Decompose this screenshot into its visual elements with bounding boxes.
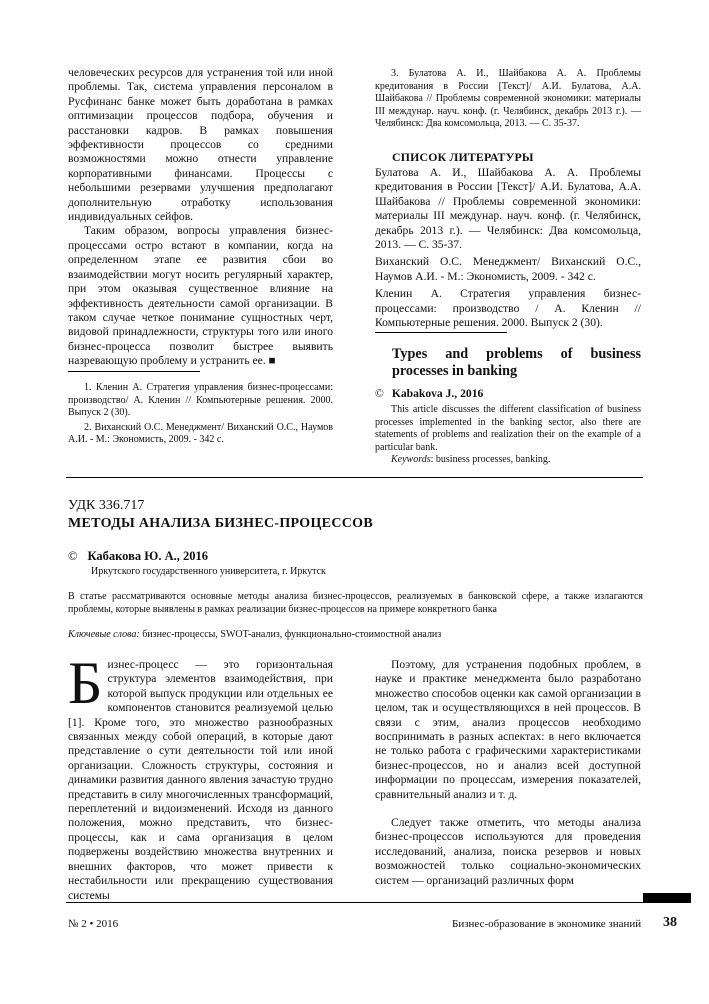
footer-bar-block [643,893,691,903]
footnote-continued [375,68,641,131]
article-divider [66,477,643,478]
body-left-column [68,650,333,903]
footnote-rule [68,371,200,372]
keywords-label: Ключевые слова: [68,629,140,640]
article-author [68,549,208,564]
article-title: МЕТОДЫ АНАЛИЗА БИЗНЕС-ПРОЦЕССОВ [68,516,373,531]
author-name: Кабакова Ю. А., 2016 [87,549,208,563]
english-title: Types and problems of business processes in banking [392,346,641,379]
left-column-top [68,66,333,369]
body-right-column [375,658,641,888]
body-paragraph: Следует также отметить, что методы анализа бизнес-процессов используются для проведения исследований, анализа, поиска резервов и новых возможностей только социально-экономических систем — организаций различных форм [375,816,641,887]
footnote: 3. Булатова А. И., Шайбакова А. А. Проблемы кредитования в России [Текст]/ А.И. Булатова, А.А. Шайбакова // Проблемы современной экономики: материалы III междунар. науч. конф. (г. Челябинск, декабрь 2013 г.). — Челябинск: Два комсомольца, 2013. — С. 35-37. [375,68,641,130]
body-paragraph: человеческих ресурсов для устранения той или иной проблемы. Так, система управления персоналом в Русфинанс банке может быть доработана в рамках оптимизации процессов подбора, обучения и расстановки кадров. В рамках повышения эффективности процессов со средними возможностями можно отнести управление корпоративными финансами. Процессы с небольшими резервами улучшения предполагают дополнительную отработку использования индивидуальных сейфов. [68,66,333,224]
drop-cap: Б [68,650,103,716]
english-abstract [375,404,641,467]
bibliography-item: Кленин А. Стратегия управления бизнес-процессами: производство / А. Кленин // Компьютерные решения. 2000. Выпуск 2 (30). [375,287,641,330]
english-keywords-label: Keywords [391,454,431,466]
footnote: 2. Виханский О.С. Менеджмент/ Виханский О.С., Наумов А.И. - М.: Экономисть, 2009. - 342 с. [68,421,333,446]
body-paragraph: Таким образом, вопросы управления бизнес-процессами остро встают в компании, когда на определенном этапе ее развития сбои во взаимодействии могут носить регулярный характер, при этом оказывая существенное влияние на эффективность деятельности самой организации. В таком случае четкое понимание сущностных черт, видовой принадлежности, структуры того или иного бизнес-процесса позволит быстрее выявить назревающую проблему и устранить ее. ■ [68,224,333,368]
footer-journal: Бизнес-образование в экономике знаний [452,918,642,930]
bibliography-item: Булатова А. И., Шайбакова А. А. Проблемы кредитования в России [Текст]/ А.И. Булатова, А.А. Шайбакова // Проблемы современной экономики: материалы III междунар. науч. конф. (г. Челябинск, декабрь 2013 г.). — Челябинск: Два комсомольца, 2013. — С. 35-37. [375,166,641,252]
section-rule [375,332,507,333]
footer-issue: № 2 • 2016 [68,918,119,930]
bibliography [375,166,641,330]
english-keywords: Keywords: business processes, banking. [391,454,551,466]
article-abstract: В статье рассматриваются основные методы анализа бизнес-процессов, реализуемых в банковской сфере, а также излагаются проблемы, которые выявлены в рамках реализации бизнес-процессов на примере конкретного банка [68,591,643,615]
page-number: 38 [663,915,677,930]
udk-code: УДК 336.717 [68,498,145,513]
body-paragraph: Поэтому, для устранения подобных проблем, в науке и практике менеджмента было разработано множество способов оценки как самой организации в целом, так и осуществляющихся в ней процессов. В связи с этим, анализ процессов необходимо воспринимать в разных аспектах: в него включается не только работа с графическими характеристиками бизнес-процессов, но и анализ всей доступной информации по процессам, измерения показателей, сравнительный анализ и т. д. [375,658,641,801]
affiliation: Иркутского государственного университета, г. Иркутск [91,566,326,577]
bibliography-item: Виханский О.С. Менеджмент/ Виханский О.С., Наумов А.И. - М.: Экономисть, 2009. - 342 с. [375,255,641,283]
bibliography-heading: СПИСОК ЛИТЕРАТУРЫ [392,150,534,164]
copyright-symbol: © [68,549,78,563]
copyright-symbol: © [375,387,384,400]
english-author-name: Kabakova J., 2016 [391,387,484,400]
footer-rule [66,902,643,903]
body-paragraph: изнес-процесс — это горизонтальная структура элементов взаимодействия, при которой выпуск продукции или отдельных ее компонентов становится реализуемой целью [1]. Кроме того, это множество разнообразных связанных между собой операций, в которые дают представление о сути деятельности той или иной организации. Сложность структуры, состояния и динамики развития данного явления зачастую трудно представить в силу многочисленных трансформаций, переплетений и видоизменений. Исходя из данного положения, можно представить, что бизнес-процессы, как и сама организация в целом подвержены воздействию множества внутренних и внешних факторов, что может привести к нестабильности или прекращению существования системы [68,658,333,902]
english-author [375,387,641,401]
english-abstract-text: This article discusses the different classification of business processes implemented in the banking sector, also there are statements of problems and realization their on the example of a particular bank. [375,404,641,453]
footnotes [68,382,333,447]
footnote: 1. Кленин А. Стратегия управления бизнес-процессами: производство/ А. Кленин // Компьютерные решения. 2000. Выпуск 2 (30). [68,382,333,419]
keywords: Ключевые слова: бизнес-процессы, SWOT-анализ, функционально-стоимостной анализ [68,629,442,640]
